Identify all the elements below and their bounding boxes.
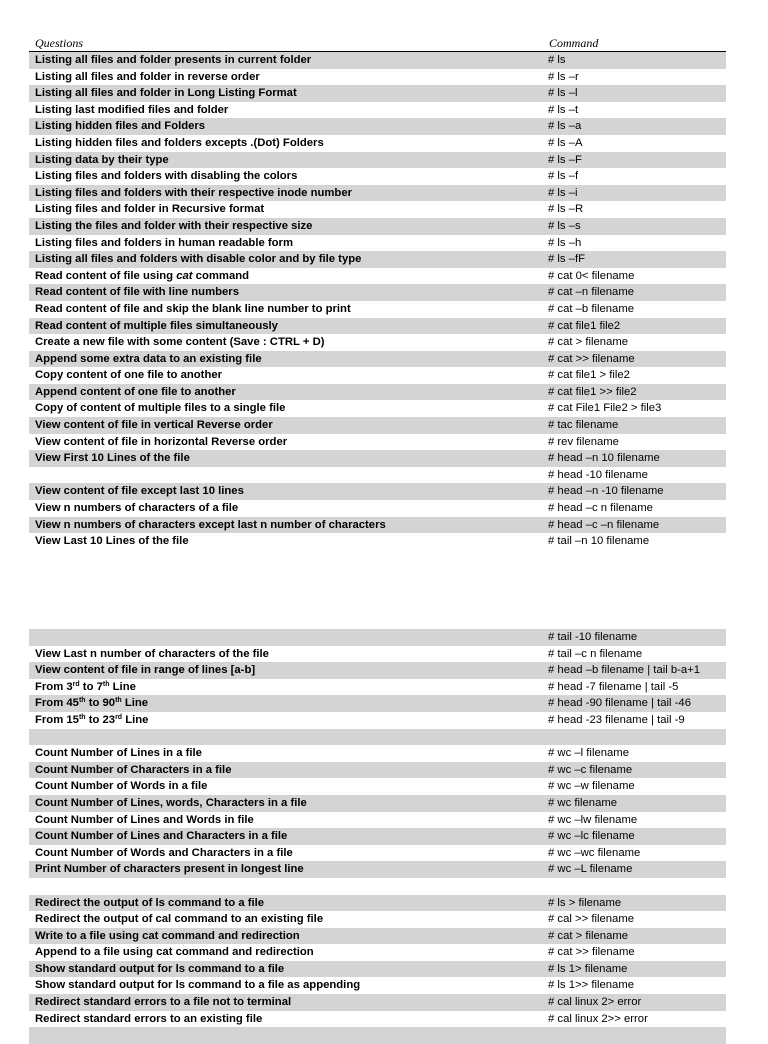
question-cell: Create a new file with some content (Save : CTRL + D) — [35, 336, 325, 349]
command-cell: # wc –c filename — [548, 763, 633, 776]
table-row — [29, 118, 726, 135]
question-cell: Show standard output for ls command to a file as appending — [35, 979, 361, 992]
table-row — [29, 928, 726, 945]
table-header — [29, 35, 726, 52]
question-cell: Listing the files and folder with their respective size — [35, 219, 313, 232]
command-cell: # cat >> filename — [548, 352, 635, 365]
question-cell: Listing files and folders with their respective inode number — [35, 186, 352, 199]
table-row — [29, 778, 726, 795]
table-row — [29, 367, 726, 384]
table-row — [29, 450, 726, 467]
command-cell: # ls –fF — [548, 253, 586, 266]
command-cell: # cal linux 2> error — [548, 996, 642, 1009]
table-row — [29, 284, 726, 301]
command-header: Command — [549, 36, 599, 50]
question-cell: Count Number of Lines and Words in file — [35, 813, 254, 826]
question-cell: Listing data by their type — [35, 153, 169, 166]
commands-table-part-1 — [29, 52, 726, 550]
question-cell: Read content of file and skip the blank line number to print — [35, 302, 351, 315]
command-cell: # head –c –n filename — [548, 518, 660, 531]
question-cell: Write to a file using cat command and redirection — [35, 929, 300, 942]
table-row — [29, 961, 726, 978]
question-cell: Listing files and folder in Recursive format — [35, 203, 265, 216]
command-cell: # ls –f — [548, 170, 579, 183]
table-row — [29, 417, 726, 434]
command-cell: # ls –A — [548, 136, 583, 149]
question-cell: Copy content of one file to another — [35, 369, 223, 382]
command-cell: # ls –h — [548, 236, 582, 249]
table-row — [29, 483, 726, 500]
command-cell: # ls –a — [548, 120, 582, 133]
question-cell: Listing files and folders in human readable form — [35, 236, 293, 249]
question-cell: View First 10 Lines of the file — [35, 452, 190, 465]
table-row — [29, 977, 726, 994]
question-cell: View content of file in vertical Reverse order — [35, 419, 273, 432]
question-cell: Listing all files and folders with disable color and by file type — [35, 253, 362, 266]
question-cell: Count Number of Lines and Characters in a file — [35, 830, 288, 843]
table-row — [29, 517, 726, 534]
command-cell: # ls –i — [548, 186, 578, 199]
table-row — [29, 351, 726, 368]
question-cell: View content of file except last 10 lines — [35, 485, 244, 498]
command-cell: # ls 1>> filename — [548, 979, 635, 992]
question-cell: View content of file in range of lines [a-b] — [35, 664, 256, 677]
commands-table-part-2 — [29, 629, 726, 1044]
table-row — [29, 168, 726, 185]
command-cell: # wc –lw filename — [548, 813, 638, 826]
command-cell: # cat file1 file2 — [548, 319, 621, 332]
command-cell: # head –c n filename — [548, 502, 653, 515]
command-cell: # cal linux 2>> error — [548, 1012, 648, 1025]
command-cell: # head –n -10 filename — [548, 485, 664, 498]
question-cell: Listing hidden files and folders excepts .(Dot) Folders — [35, 136, 324, 149]
question-cell: Read content of multiple files simultaneously — [35, 319, 278, 332]
table-row — [29, 1027, 726, 1044]
question-cell: Listing files and folders with disabling the colors — [35, 170, 298, 183]
question-cell: Copy of content of multiple files to a single file — [35, 402, 286, 415]
table-row — [29, 533, 726, 550]
question-cell: From 15th to 23rd Line — [35, 713, 149, 726]
table-row — [29, 646, 726, 663]
table-row — [29, 235, 726, 252]
table-row — [29, 85, 726, 102]
table-row — [29, 135, 726, 152]
command-cell: # cat file1 > file2 — [548, 369, 630, 382]
questions-header: Questions — [35, 36, 83, 50]
question-cell: View content of file in horizontal Reverse order — [35, 435, 288, 448]
question-cell: View Last 10 Lines of the file — [35, 535, 189, 548]
question-cell: Listing all files and folder in reverse order — [35, 70, 260, 83]
table-row — [29, 52, 726, 69]
question-cell: Count Number of Words in a file — [35, 780, 208, 793]
table-row — [29, 102, 726, 119]
table-row — [29, 1011, 726, 1028]
table-row — [29, 878, 726, 895]
command-cell: # cat >> filename — [548, 946, 635, 959]
command-cell: # ls 1> filename — [548, 962, 628, 975]
table-row — [29, 812, 726, 829]
table-row — [29, 762, 726, 779]
command-cell: # head –b filename | tail b-a+1 — [548, 664, 701, 677]
command-cell: # head -90 filename | tail -46 — [548, 697, 691, 710]
table-row — [29, 434, 726, 451]
table-row — [29, 845, 726, 862]
command-cell: # wc –wc filename — [548, 846, 641, 859]
question-cell: Listing hidden files and Folders — [35, 120, 206, 133]
question-cell: Redirect the output of cal command to an existing file — [35, 913, 324, 926]
table-row — [29, 500, 726, 517]
table-row — [29, 729, 726, 746]
question-cell: Redirect standard errors to a file not to terminal — [35, 996, 292, 1009]
table-row — [29, 911, 726, 928]
question-cell: View Last n number of characters of the file — [35, 647, 269, 660]
command-cell: # cat 0< filename — [548, 269, 635, 282]
command-cell: # ls –R — [548, 203, 584, 216]
question-cell: Append content of one file to another — [35, 385, 236, 398]
question-cell: View n numbers of characters except last n number of characters — [35, 518, 386, 531]
command-cell: # tail -10 filename — [548, 631, 638, 643]
command-cell: # wc –lc filename — [548, 830, 635, 843]
command-cell: # rev filename — [548, 435, 619, 448]
question-cell: Redirect the output of ls command to a file — [35, 896, 265, 909]
command-cell: # wc –w filename — [548, 780, 635, 793]
table-row — [29, 334, 726, 351]
command-cell: # cat file1 >> file2 — [548, 385, 637, 398]
command-cell: # ls > filename — [548, 896, 622, 909]
table-row — [29, 218, 726, 235]
question-cell: Count Number of Characters in a file — [35, 763, 232, 776]
table-row — [29, 712, 726, 729]
table-row — [29, 679, 726, 696]
question-cell: Listing all files and folder in Long Listing Format — [35, 87, 297, 100]
question-cell: Read content of file using cat command — [35, 269, 250, 282]
table-row — [29, 301, 726, 318]
command-cell: # head -23 filename | tail -9 — [548, 713, 685, 726]
table-row — [29, 861, 726, 878]
table-row — [29, 185, 726, 202]
table-row — [29, 745, 726, 762]
question-cell: Show standard output for ls command to a file — [35, 962, 285, 975]
command-cell: # head –n 10 filename — [548, 452, 660, 465]
command-cell: # cat File1 File2 > file3 — [548, 402, 662, 415]
question-cell: Redirect standard errors to an existing file — [35, 1012, 263, 1025]
table-row — [29, 251, 726, 268]
question-cell: Append to a file using cat command and redirection — [35, 946, 314, 959]
table-row — [29, 629, 726, 646]
command-cell: # head -10 filename — [548, 468, 648, 481]
command-cell: # ls –s — [548, 219, 581, 232]
table-row — [29, 994, 726, 1011]
command-cell: # ls –F — [548, 153, 582, 166]
question-cell: Count Number of Words and Characters in a file — [35, 846, 293, 859]
command-cell: # cat > filename — [548, 929, 629, 942]
command-cell: # head -7 filename | tail -5 — [548, 680, 679, 693]
table-row — [29, 201, 726, 218]
command-cell: # cat > filename — [548, 336, 629, 349]
table-row — [29, 152, 726, 169]
command-cell: # wc –l filename — [548, 747, 629, 760]
table-row — [29, 318, 726, 335]
command-cell: # ls — [548, 54, 566, 66]
question-cell: View n numbers of characters of a file — [35, 502, 239, 515]
table-row — [29, 944, 726, 961]
command-cell: # cat –b filename — [548, 302, 635, 315]
table-row — [29, 467, 726, 484]
command-cell: # tac filename — [548, 419, 619, 432]
command-cell: # wc –L filename — [548, 863, 633, 876]
command-cell: # cal >> filename — [548, 913, 635, 926]
table-row — [29, 695, 726, 712]
question-cell: From 45th to 90th Line — [35, 697, 149, 710]
command-cell: # ls –r — [548, 70, 579, 83]
table-row — [29, 795, 726, 812]
table-row — [29, 400, 726, 417]
question-cell: Listing last modified files and folder — [35, 103, 229, 116]
command-cell: # ls –l — [548, 87, 578, 100]
question-cell: Append some extra data to an existing file — [35, 352, 262, 365]
command-cell: # cat –n filename — [548, 286, 635, 299]
question-cell: From 3rd to 7th Line — [35, 680, 136, 693]
command-cell: # tail –n 10 filename — [548, 535, 650, 548]
command-cell: # tail –c n filename — [548, 647, 643, 660]
question-cell: Read content of file with line numbers — [35, 286, 239, 299]
table-row — [29, 828, 726, 845]
command-cell: # wc filename — [548, 796, 618, 809]
question-cell: Print Number of characters present in longest line — [35, 863, 304, 876]
table-row — [29, 662, 726, 679]
question-cell: Count Number of Lines, words, Characters in a file — [35, 796, 307, 809]
question-cell: Count Number of Lines in a file — [35, 747, 202, 760]
table-row — [29, 268, 726, 285]
question-cell: Listing all files and folder presents in current folder — [35, 54, 312, 66]
table-row — [29, 384, 726, 401]
table-row — [29, 69, 726, 86]
command-cell: # ls –t — [548, 103, 579, 116]
table-row — [29, 895, 726, 912]
